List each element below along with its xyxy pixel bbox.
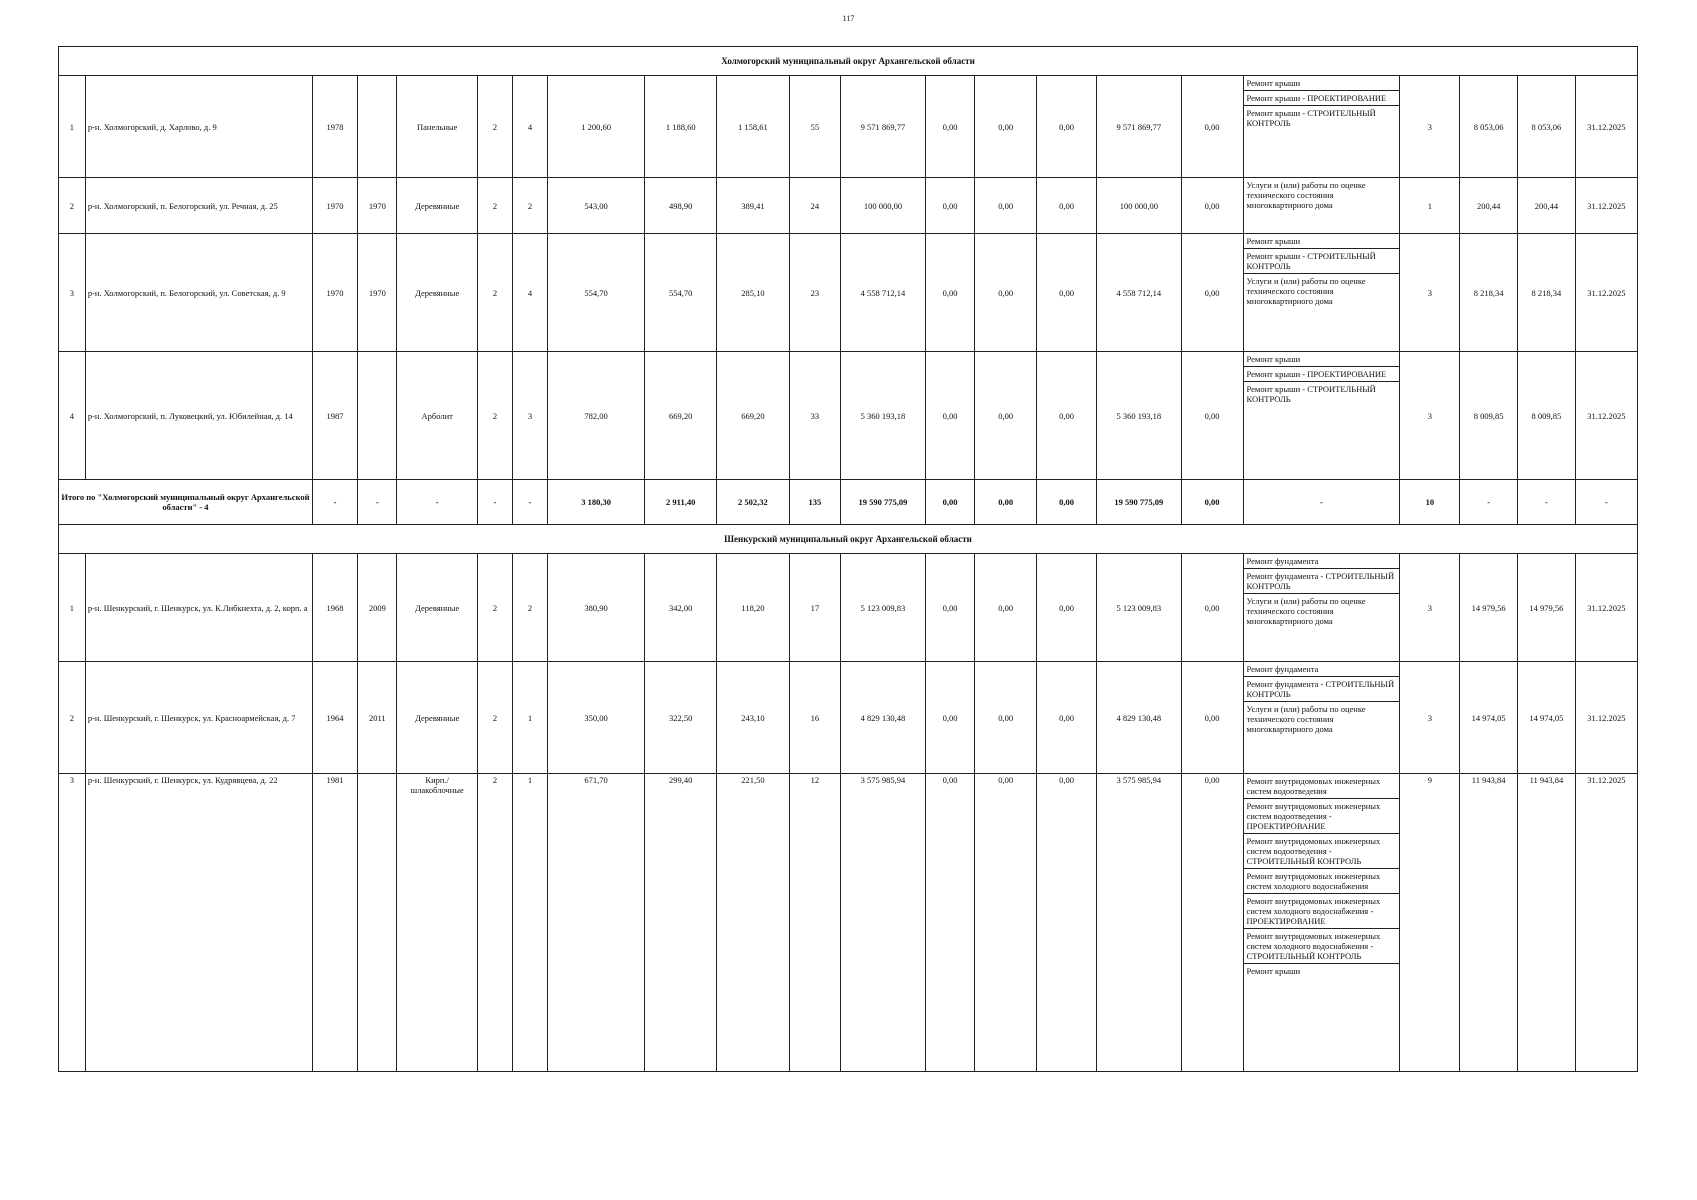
cell-walls: Панельные <box>397 76 477 178</box>
cell-fund-other: 0,00 <box>1181 234 1243 352</box>
work-item: Услуги и (или) работы по оценке технического состояния многоквартирного дома <box>1246 276 1366 306</box>
cell-unit-cost: 14 979,56 <box>1460 554 1518 662</box>
cell-unit-cost: 8 218,34 <box>1460 234 1518 352</box>
cell-area-total: 543,00 <box>548 178 645 234</box>
cell-year-built: 1970 <box>312 234 357 352</box>
total-label: Итого по "Холмогорский муниципальный округ Архангельской области" - 4 <box>59 480 313 525</box>
cell-fund-local: 0,00 <box>1037 76 1097 178</box>
cell-area-premises: 299,40 <box>645 774 717 1072</box>
cell-year-built: 1964 <box>312 662 357 774</box>
cell-fund-federal: 0,00 <box>925 178 975 234</box>
cell-floors: 2 <box>477 76 512 178</box>
cell-area-residential: 243,10 <box>717 662 789 774</box>
cell-entrances: 3 <box>513 352 548 480</box>
work-item: Ремонт фундамента - СТРОИТЕЛЬНЫЙ КОНТРОЛЬ <box>1244 677 1400 702</box>
cell-area-total: 671,70 <box>548 774 645 1072</box>
cell-residents: 55 <box>789 76 841 178</box>
cell-fund-federal: 0,00 <box>925 352 975 480</box>
work-item: Ремонт крыши - ПРОЕКТИРОВАНИЕ <box>1244 91 1400 106</box>
total-dash: - <box>1243 480 1400 525</box>
cell-deadline: 31.12.2025 <box>1575 774 1637 1072</box>
cell-residents: 17 <box>789 554 841 662</box>
cell-address: р-н. Шенкурский, г. Шенкурск, ул. Красноармейская, д. 7 <box>85 662 312 774</box>
total-dash: - <box>1460 480 1518 525</box>
cell-n: 2 <box>59 178 86 234</box>
cell-year-built: 1968 <box>312 554 357 662</box>
cell-fund-local: 0,00 <box>1037 662 1097 774</box>
cell-area-residential: 669,20 <box>717 352 789 480</box>
cell-works-count: 9 <box>1400 774 1460 1072</box>
cell-works-count: 3 <box>1400 234 1460 352</box>
cell-fund-regional: 0,00 <box>975 662 1037 774</box>
cell-floors: 2 <box>477 352 512 480</box>
cell-n: 1 <box>59 76 86 178</box>
cell-year-reconstr <box>358 76 397 178</box>
cell-area-premises: 1 188,60 <box>645 76 717 178</box>
cell-area-residential: 285,10 <box>717 234 789 352</box>
cell-deadline: 31.12.2025 <box>1575 662 1637 774</box>
cell-address: р-н. Шенкурский, г. Шенкурск, ул. К.Либкнехта, д. 2, корп. а <box>85 554 312 662</box>
cell-residents: 16 <box>789 662 841 774</box>
cell-unit-cost-limit: 11 943,84 <box>1518 774 1576 1072</box>
cell-fund-other: 0,00 <box>1181 352 1243 480</box>
cell-cost-total: 3 575 985,94 <box>841 774 926 1072</box>
work-item: Ремонт крыши - ПРОЕКТИРОВАНИЕ <box>1244 367 1400 382</box>
cell-cost-total: 5 360 193,18 <box>841 352 926 480</box>
cell-fund-owners: 4 558 712,14 <box>1097 234 1182 352</box>
total-dash: - <box>1575 480 1637 525</box>
cell-address: р-н. Холмогорский, д. Харлово, д. 9 <box>85 76 312 178</box>
total-dash: - <box>397 480 477 525</box>
cell-n: 3 <box>59 234 86 352</box>
work-item: Ремонт крыши - СТРОИТЕЛЬНЫЙ КОНТРОЛЬ <box>1246 108 1376 128</box>
cell-fund-federal: 0,00 <box>925 554 975 662</box>
cell-entrances: 2 <box>513 554 548 662</box>
cell-fund-federal: 0,00 <box>925 662 975 774</box>
section-title: Холмогорский муниципальный округ Архангельской области <box>59 47 1638 76</box>
table-row <box>59 178 1638 234</box>
cell-works-count: 3 <box>1400 554 1460 662</box>
cell-walls: Деревянные <box>397 178 477 234</box>
cell-works <box>1243 352 1400 480</box>
work-item: Ремонт крыши - СТРОИТЕЛЬНЫЙ КОНТРОЛЬ <box>1246 384 1376 404</box>
cell-fund-federal: 0,00 <box>925 774 975 1072</box>
cell-works <box>1243 662 1400 774</box>
total-fund-federal: 0,00 <box>925 480 975 525</box>
cell-year-built: 1987 <box>312 352 357 480</box>
cell-cost-total: 4 829 130,48 <box>841 662 926 774</box>
cell-year-reconstr: 1970 <box>358 178 397 234</box>
cell-entrances: 4 <box>513 234 548 352</box>
cell-floors: 2 <box>477 774 512 1072</box>
total-fund-local: 0,00 <box>1037 480 1097 525</box>
cell-fund-owners: 5 360 193,18 <box>1097 352 1182 480</box>
cell-residents: 12 <box>789 774 841 1072</box>
cell-walls: Деревянные <box>397 662 477 774</box>
work-item: Ремонт крыши <box>1246 966 1301 976</box>
cell-fund-other: 0,00 <box>1181 76 1243 178</box>
cell-address: р-н. Шенкурский, г. Шенкурск, ул. Кудрявцева, д. 22 <box>85 774 312 1072</box>
cell-fund-other: 0,00 <box>1181 554 1243 662</box>
cell-residents: 33 <box>789 352 841 480</box>
cell-fund-other: 0,00 <box>1181 774 1243 1072</box>
total-dash: - <box>477 480 512 525</box>
capital-repair-table <box>58 46 1638 1072</box>
table-row <box>59 774 1638 1072</box>
cell-floors: 2 <box>477 178 512 234</box>
cell-n: 4 <box>59 352 86 480</box>
cell-year-built: 1970 <box>312 178 357 234</box>
cell-fund-owners: 5 123 009,83 <box>1097 554 1182 662</box>
cell-deadline: 31.12.2025 <box>1575 178 1637 234</box>
table-row <box>59 234 1638 352</box>
cell-fund-regional: 0,00 <box>975 774 1037 1072</box>
total-dash: - <box>513 480 548 525</box>
cell-fund-local: 0,00 <box>1037 234 1097 352</box>
cell-unit-cost: 8 053,06 <box>1460 76 1518 178</box>
cell-address: р-н. Холмогорский, п. Белогорский, ул. Советская, д. 9 <box>85 234 312 352</box>
cell-unit-cost-limit: 14 979,56 <box>1518 554 1576 662</box>
total-dash: - <box>358 480 397 525</box>
cell-entrances: 2 <box>513 178 548 234</box>
cell-unit-cost: 8 009,85 <box>1460 352 1518 480</box>
cell-area-residential: 221,50 <box>717 774 789 1072</box>
work-item: Услуги и (или) работы по оценке технического состояния многоквартирного дома <box>1246 704 1366 734</box>
page-number: 117 <box>842 14 855 23</box>
work-item: Ремонт внутридомовых инженерных систем водоотведения - СТРОИТЕЛЬНЫЙ КОНТРОЛЬ <box>1244 834 1400 869</box>
cell-fund-other: 0,00 <box>1181 178 1243 234</box>
cell-area-total: 350,00 <box>548 662 645 774</box>
work-item: Ремонт внутридомовых инженерных систем водоотведения <box>1244 774 1400 799</box>
cell-entrances: 4 <box>513 76 548 178</box>
cell-area-premises: 342,00 <box>645 554 717 662</box>
table-row <box>59 662 1638 774</box>
section-header <box>59 47 1638 76</box>
work-item: Ремонт внутридомовых инженерных систем холодного водоснабжения - СТРОИТЕЛЬНЫЙ КОНТРОЛЬ <box>1244 929 1400 964</box>
work-item: Услуги и (или) работы по оценке технического состояния многоквартирного дома <box>1246 180 1366 210</box>
section-title: Шенкурский муниципальный округ Архангельской области <box>59 525 1638 554</box>
cell-fund-regional: 0,00 <box>975 352 1037 480</box>
cell-works <box>1243 234 1400 352</box>
section-header <box>59 525 1638 554</box>
cell-fund-owners: 9 571 869,77 <box>1097 76 1182 178</box>
cell-floors: 2 <box>477 662 512 774</box>
cell-fund-owners: 3 575 985,94 <box>1097 774 1182 1072</box>
cell-walls: Арболит <box>397 352 477 480</box>
work-item: Ремонт внутридомовых инженерных систем холодного водоснабжения <box>1244 869 1400 894</box>
cell-year-reconstr: 2011 <box>358 662 397 774</box>
table-row <box>59 352 1638 480</box>
cell-area-total: 782,00 <box>548 352 645 480</box>
cell-floors: 2 <box>477 554 512 662</box>
cell-year-built: 1978 <box>312 76 357 178</box>
cell-n: 3 <box>59 774 86 1072</box>
cell-fund-local: 0,00 <box>1037 352 1097 480</box>
cell-deadline: 31.12.2025 <box>1575 76 1637 178</box>
work-item: Ремонт фундамента - СТРОИТЕЛЬНЫЙ КОНТРОЛЬ <box>1244 569 1400 594</box>
cell-fund-other: 0,00 <box>1181 662 1243 774</box>
cell-unit-cost-limit: 8 009,85 <box>1518 352 1576 480</box>
work-item: Ремонт крыши <box>1244 76 1400 91</box>
total-residents: 135 <box>789 480 841 525</box>
cell-area-total: 554,70 <box>548 234 645 352</box>
cell-entrances: 1 <box>513 662 548 774</box>
cell-area-premises: 554,70 <box>645 234 717 352</box>
cell-residents: 24 <box>789 178 841 234</box>
table-row <box>59 554 1638 662</box>
cell-fund-regional: 0,00 <box>975 234 1037 352</box>
cell-fund-federal: 0,00 <box>925 234 975 352</box>
cell-address: р-н. Холмогорский, п. Луковецкий, ул. Юбилейная, д. 14 <box>85 352 312 480</box>
cell-unit-cost: 200,44 <box>1460 178 1518 234</box>
work-item: Ремонт крыши - СТРОИТЕЛЬНЫЙ КОНТРОЛЬ <box>1244 249 1400 274</box>
total-fund-other: 0,00 <box>1181 480 1243 525</box>
cell-entrances: 1 <box>513 774 548 1072</box>
cell-deadline: 31.12.2025 <box>1575 234 1637 352</box>
total-dash: - <box>1518 480 1576 525</box>
cell-unit-cost-limit: 200,44 <box>1518 178 1576 234</box>
cell-fund-local: 0,00 <box>1037 774 1097 1072</box>
cell-area-premises: 322,50 <box>645 662 717 774</box>
cell-unit-cost: 11 943,84 <box>1460 774 1518 1072</box>
cell-walls: Деревянные <box>397 554 477 662</box>
cell-works <box>1243 774 1400 1072</box>
cell-unit-cost: 14 974,05 <box>1460 662 1518 774</box>
cell-fund-regional: 0,00 <box>975 554 1037 662</box>
cell-unit-cost-limit: 8 218,34 <box>1518 234 1576 352</box>
cell-unit-cost-limit: 8 053,06 <box>1518 76 1576 178</box>
cell-cost-total: 9 571 869,77 <box>841 76 926 178</box>
cell-area-total: 1 200,60 <box>548 76 645 178</box>
cell-works-count: 1 <box>1400 178 1460 234</box>
cell-year-reconstr <box>358 352 397 480</box>
cell-area-premises: 498,90 <box>645 178 717 234</box>
cell-cost-total: 5 123 009,83 <box>841 554 926 662</box>
cell-walls: Кирп./шлакоблочные <box>397 774 477 1072</box>
cell-works <box>1243 76 1400 178</box>
cell-area-premises: 669,20 <box>645 352 717 480</box>
cell-n: 2 <box>59 662 86 774</box>
cell-area-residential: 389,41 <box>717 178 789 234</box>
cell-area-residential: 1 158,61 <box>717 76 789 178</box>
cell-n: 1 <box>59 554 86 662</box>
cell-fund-local: 0,00 <box>1037 554 1097 662</box>
cell-cost-total: 100 000,00 <box>841 178 926 234</box>
work-item: Ремонт фундамента <box>1244 554 1400 569</box>
cell-area-residential: 118,20 <box>717 554 789 662</box>
cell-year-built: 1981 <box>312 774 357 1072</box>
work-item: Ремонт внутридомовых инженерных систем водоотведения - ПРОЕКТИРОВАНИЕ <box>1244 799 1400 834</box>
work-item: Ремонт крыши <box>1244 352 1400 367</box>
cell-floors: 2 <box>477 234 512 352</box>
cell-cost-total: 4 558 712,14 <box>841 234 926 352</box>
cell-works-count: 3 <box>1400 662 1460 774</box>
cell-year-reconstr <box>358 774 397 1072</box>
cell-year-reconstr: 1970 <box>358 234 397 352</box>
cell-unit-cost-limit: 14 974,05 <box>1518 662 1576 774</box>
work-item: Ремонт крыши <box>1244 234 1400 249</box>
total-fund-owners: 19 590 775,09 <box>1097 480 1182 525</box>
cell-fund-federal: 0,00 <box>925 76 975 178</box>
cell-works-count: 3 <box>1400 76 1460 178</box>
total-area-residential: 2 502,32 <box>717 480 789 525</box>
total-works-count: 10 <box>1400 480 1460 525</box>
work-item: Услуги и (или) работы по оценке технического состояния многоквартирного дома <box>1246 596 1366 626</box>
total-area-total: 3 180,30 <box>548 480 645 525</box>
total-row <box>59 480 1638 525</box>
cell-fund-regional: 0,00 <box>975 178 1037 234</box>
cell-fund-local: 0,00 <box>1037 178 1097 234</box>
cell-area-total: 380,90 <box>548 554 645 662</box>
cell-fund-owners: 100 000,00 <box>1097 178 1182 234</box>
work-item: Ремонт внутридомовых инженерных систем холодного водоснабжения - ПРОЕКТИРОВАНИЕ <box>1244 894 1400 929</box>
cell-fund-owners: 4 829 130,48 <box>1097 662 1182 774</box>
cell-residents: 23 <box>789 234 841 352</box>
cell-fund-regional: 0,00 <box>975 76 1037 178</box>
cell-walls: Деревянные <box>397 234 477 352</box>
total-area-premises: 2 911,40 <box>645 480 717 525</box>
cell-deadline: 31.12.2025 <box>1575 554 1637 662</box>
cell-year-reconstr: 2009 <box>358 554 397 662</box>
cell-works <box>1243 554 1400 662</box>
total-fund-regional: 0,00 <box>975 480 1037 525</box>
work-item: Ремонт фундамента <box>1244 662 1400 677</box>
cell-works <box>1243 178 1400 234</box>
table-row <box>59 76 1638 178</box>
cell-works-count: 3 <box>1400 352 1460 480</box>
total-cost-total: 19 590 775,09 <box>841 480 926 525</box>
total-dash: - <box>312 480 357 525</box>
cell-deadline: 31.12.2025 <box>1575 352 1637 480</box>
cell-address: р-н. Холмогорский, п. Белогорский, ул. Речная, д. 25 <box>85 178 312 234</box>
